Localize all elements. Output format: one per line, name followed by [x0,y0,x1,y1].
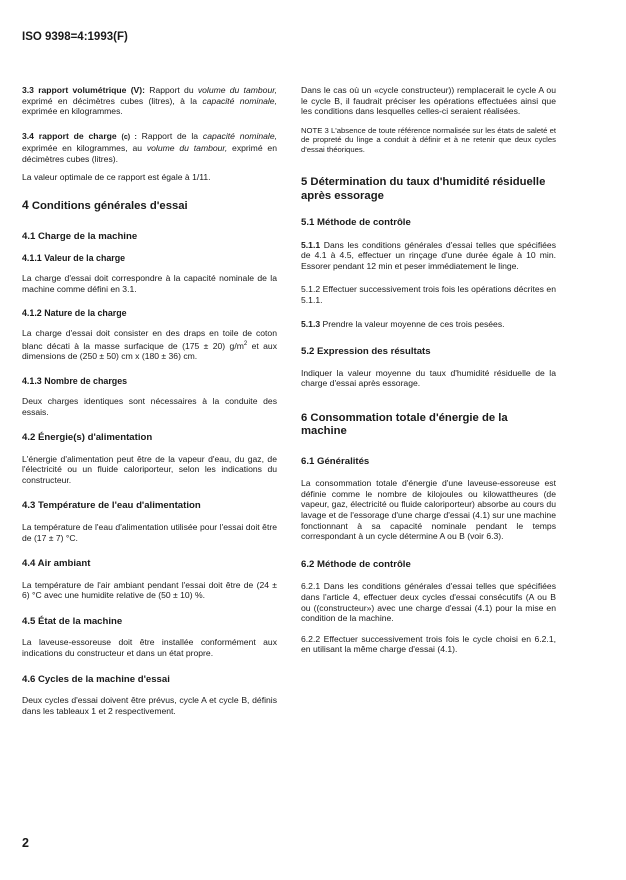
text: et aux dimensions de (250 ± 50) cm x (180 ± 36) cm. [22,340,277,362]
clause-number: 5.1.1 [301,239,321,250]
page-number: 2 [22,836,29,850]
symbol: (V): [130,85,146,95]
clause-number: 3.4 [22,130,34,141]
symbol: (c) : [121,133,137,141]
heading-4-1-1: 4.1.1 Valeur de la charge [22,253,126,264]
paragraph-cycle-constructor: Dans le cas où un «cycle constructeur)) remplacerait le cycle A ou le cycle B, il faudrait préciser les opérations effectuées ainsi que les conditions dans lesquelles celles-ci seraient réalisées. [301,85,556,117]
term: rapport volumétrique [38,85,127,95]
paragraph-4-1-1: La charge d'essai doit correspondre à la capacité nominale de la machine comme défini en 3.1. [22,273,277,294]
section-title: Conditions générales d'essai [31,200,188,213]
paragraph-4-2: L'énergie d'alimentation peut être de la vapeur d'eau, du gaz, de l'électricité ou un fluide caloriporteur, selon les indications du constructeur. [22,453,277,485]
paragraph-6-1: La consommation totale d'énergie d'une laveuse-essoreuse est définie comme le nombre de kilojoules ou kilowattheures (de vapeur, gaz, électricité ou fluide caloriporteur) absorbe au cours du lavage et de l'essorage d'une charge d'essai (4.1) sur une machine fonctionnant à sa capacité nominale pendant le temps correspondant à un cycle détermine A ou B (voir 6.3). [301,478,556,542]
paragraph-4-1-3: Deux charges identiques sont nécessaires à la conduite des essais. [22,395,277,417]
emphasis: capacité nominale, [202,95,277,106]
heading-4-1-3: 4.1.3 Nombre de charges [22,375,128,386]
heading-6-2: 6.2 Méthode de contrôle [301,558,411,570]
paragraph-3-4 [22,131,277,165]
heading-4-6: 4.6 Cycles de la machine d'essai [22,673,170,685]
paragraph-4-3: La température de l'eau d'alimentation utilisée pour l'essai doit être de (17 ± 7) °C. [22,521,277,543]
clause-number: 3.3 [22,85,34,95]
text: Rapport de la [136,130,203,141]
paragraph-6-2-1: 6.2.1 Dans les conditions générales d'essai telles que spécifiées dans l'article 4, effectuer deux cycles d'essai consécutifs (A ou B ou ((constructeur») avec une charge d'essai (4.1) pour la mise en condition de la machine. [301,581,556,624]
heading-4-5: 4.5 État de la machine [22,615,123,627]
section-4-heading [22,199,277,214]
paragraph-5-1-1 [301,240,556,272]
paragraph-5-2: Indiquer la valeur moyenne du taux d'humidité résiduelle de la charge d'essai après essorage. [301,367,556,389]
paragraph-4-4: La température de l'air ambiant pendant l'essai doit être de (24 ± 6) °C avec une humidite relative de (50 ± 10) %. [22,579,277,601]
paragraph-4-6: Deux cycles d'essai doivent être prévus, cycle A et cycle B, définis dans les tableaux 1 et 2 respectivement. [22,695,277,716]
text: Prendre la valeur moyenne de ces trois pesées. [320,319,505,330]
heading-6-1: 6.1 Généralités [301,455,370,467]
paragraph-5-1-3 [301,319,556,330]
heading-4-1-2: 4.1.2 Nature de la charge [22,308,127,319]
text: exprimée en kilogrammes. [22,106,123,117]
heading-4-3: 4.3 Température de l'eau d'alimentation [22,500,201,512]
text: Rapport du [145,85,198,95]
paragraph-6-2-2: 6.2.2 Effectuer successivement trois fois le cycle choisi en 6.2.1, en utilisant la même charge d'essai (4.1). [301,633,556,655]
text: exprimée en kilogrammes, au [22,143,147,154]
heading-4-4: 4.4 Air ambiant [22,558,91,570]
emphasis: capacité nominale, [202,130,277,141]
section-5-heading: 5 Détermination du taux d'humidité résiduelle après essorage [301,176,546,202]
superscript: 2 [243,340,248,347]
paragraph-4-1-2 [22,328,277,362]
emphasis: volume du tambour, [146,143,228,154]
heading-4-2: 4.2 Énergie(s) d'alimentation [22,432,153,444]
right-column [301,85,556,655]
heading-4-1: 4.1 Charge de la machine [22,230,138,242]
clause-number: 5.1.3 [301,319,321,330]
heading-5-2: 5.2 Expression des résultats [301,346,431,358]
paragraph-ratio-value: La valeur optimale de ce rapport est égale à 1/11. [22,171,211,182]
section-number: 4 [22,198,29,213]
paragraph-5-1-2: 5.1.2 Effectuer successivement trois fois les opérations décrites en 5.1.1. [301,284,556,305]
text: exprimé en décimètres cubes (litres). [22,143,277,164]
text: Dans les conditions générales d'essai telles que spécifiées de 4.1 à 4.5, effectuer un rinçage d'une durée égale à 10 min. Essorer pendant 12 min et peser immédiatement le linge. [301,239,556,271]
paragraph-3-3 [22,85,277,117]
document-header: ISO 9398=4:1993(F) [22,31,128,43]
note-3: NOTE 3 L'absence de toute référence normalisée sur les états de saleté et de propreté du linge a conduit à définir et à ne retenir que deux cycles d'essai théoriques. [301,125,556,154]
text: exprimé en décimètres cubes (litres), à la [22,95,203,106]
left-column [22,85,277,716]
section-6-heading: 6 Consommation totale d'énergie de la machine [301,411,508,438]
term: rapport de charge [38,130,117,141]
paragraph-4-5: La laveuse-essoreuse doit être installée conformément aux indications du constructeur et dans un état propre. [22,637,277,658]
heading-5-1: 5.1 Méthode de contrôle [301,217,411,228]
emphasis: volume du tambour, [197,85,277,95]
text: La charge d'essai doit consister en des draps en toile de coton blanc décati à la masse surfacique de (175 ± 20) g/m [22,328,277,351]
